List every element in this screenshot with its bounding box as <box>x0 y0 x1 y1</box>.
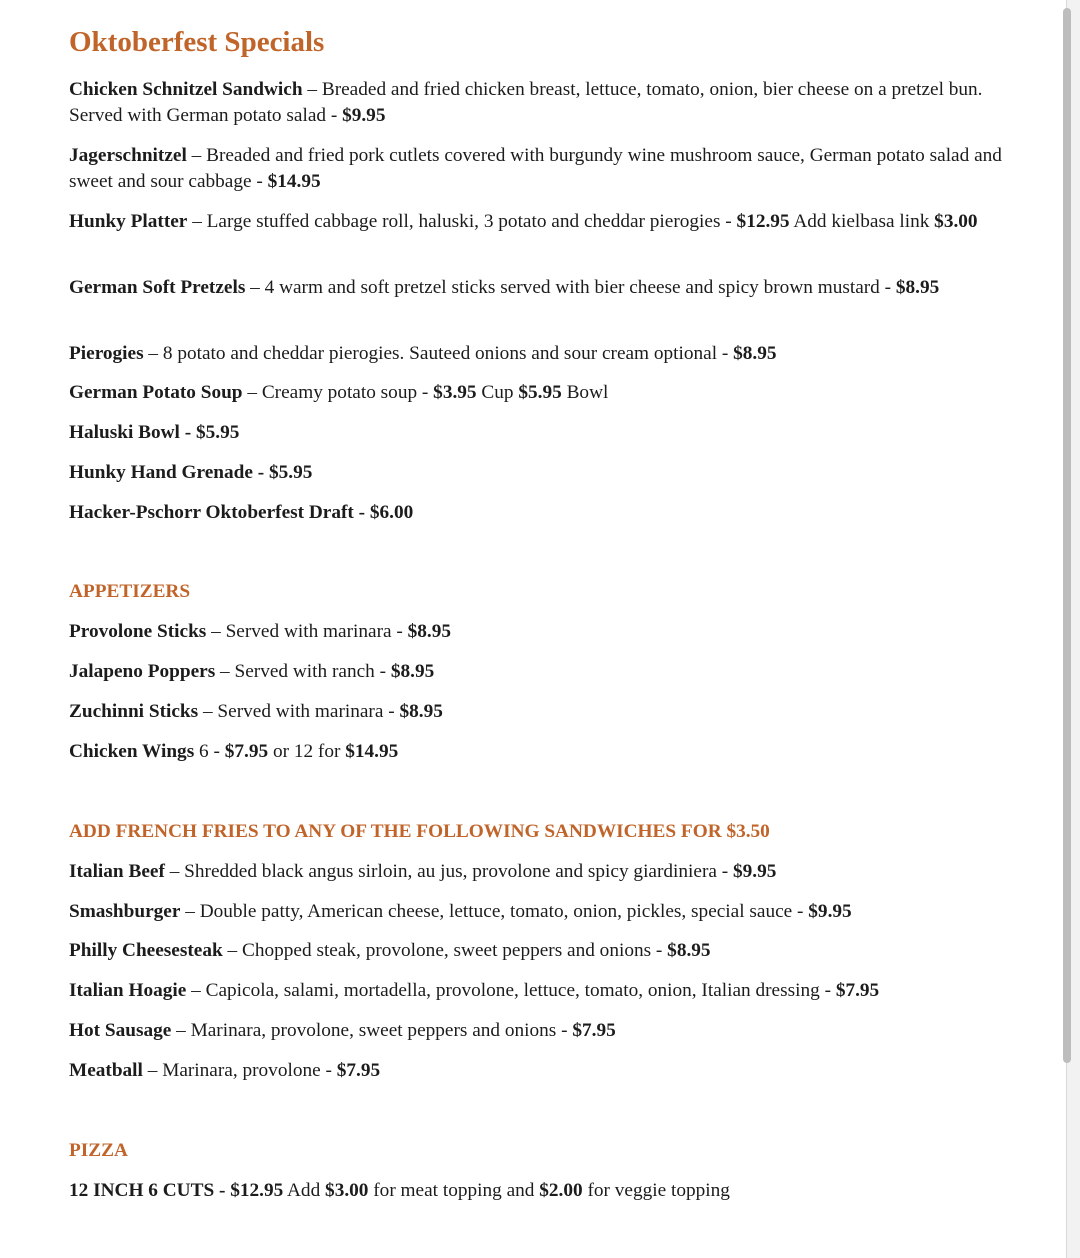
item-description: Breaded and fried pork cutlets covered with burgundy wine mushroom sauce, German potato salad and sweet and sour cabbage - <box>69 145 1002 192</box>
item-name: 12 INCH 6 CUTS - $12.95 <box>69 1180 284 1201</box>
item-description: Served with marinara - <box>225 621 408 642</box>
menu-item-meatball <box>69 1058 1014 1084</box>
item-name: Hot Sausage <box>69 1020 172 1041</box>
menu-item-jalapeno-poppers <box>69 659 1014 685</box>
item-price: $7.95 <box>224 741 269 762</box>
menu-item-zuchinni-sticks <box>69 699 1014 725</box>
item-separator: – <box>215 661 235 682</box>
item-description: Add <box>283 1180 326 1201</box>
item-name: Chicken Schnitzel Sandwich <box>69 79 303 100</box>
item-separator: – <box>180 901 200 922</box>
item-separator: – <box>186 980 206 1001</box>
item-price-bowl: $5.95 <box>518 382 562 403</box>
item-price: $3.95 <box>433 382 477 403</box>
menu-item-german-soft-pretzels <box>69 275 1014 301</box>
menu-item-hunky-platter <box>69 209 1014 235</box>
menu-item-pizza-12-inch <box>69 1178 1014 1204</box>
item-description: 8 potato and cheddar pierogies. Sauteed onions and sour cream optional - <box>162 343 734 364</box>
item-addon-price: $2.00 <box>539 1180 583 1201</box>
item-price: $8.95 <box>407 621 452 642</box>
item-description: Double patty, American cheese, lettuce, tomato, onion, pickles, special sauce - <box>199 901 809 922</box>
menu-item-hunky-hand-grenade <box>69 460 1014 486</box>
item-name: Haluski Bowl - $5.95 <box>69 422 240 443</box>
item-size-label: Bowl <box>561 382 609 403</box>
item-separator: – <box>142 1060 163 1081</box>
item-separator: – <box>245 277 265 298</box>
item-addon-text: or 12 for <box>268 741 346 762</box>
item-price: $3.00 <box>325 1180 369 1201</box>
item-separator: – <box>198 701 218 722</box>
menu-item-chicken-wings <box>69 739 1014 765</box>
item-name: Hunky Platter <box>69 211 188 232</box>
menu-item-hot-sausage <box>69 1018 1014 1044</box>
item-description: Breaded and fried chicken breast, lettuce, tomato, onion, bier cheese on a pretzel bun. Served with German potato salad - <box>69 79 983 126</box>
item-price: $8.95 <box>895 277 940 298</box>
item-description: Served with ranch - <box>234 661 391 682</box>
item-description: Shredded black angus sirloin, au jus, provolone and spicy giardiniera - <box>184 861 734 882</box>
item-addon-text: for meat topping and <box>368 1180 540 1201</box>
item-separator: – <box>186 145 207 166</box>
item-separator: – <box>143 343 163 364</box>
item-name: Meatball <box>69 1060 143 1081</box>
item-price: $8.95 <box>667 940 711 961</box>
item-separator: – <box>242 382 262 403</box>
item-name: German Potato Soup <box>69 382 243 403</box>
item-price: $9.95 <box>733 861 777 882</box>
item-name: German Soft Pretzels <box>69 277 246 298</box>
item-price: $7.95 <box>835 980 880 1001</box>
section-heading-sandwiches: ADD FRENCH FRIES TO ANY OF THE FOLLOWING SANDWICHES FOR $3.50 <box>69 821 770 842</box>
menu-item-italian-hoagie <box>69 978 1014 1004</box>
item-addon-price: $3.00 <box>934 211 978 232</box>
menu-item-chicken-schnitzel-sandwich <box>69 77 1014 129</box>
item-price: $8.95 <box>733 343 777 364</box>
menu-item-philly-cheesesteak <box>69 938 1014 964</box>
item-name: Provolone Sticks <box>69 621 207 642</box>
menu-item-smashburger <box>69 899 1014 925</box>
item-name: Italian Beef <box>69 861 165 882</box>
item-name: Chicken Wings <box>69 741 195 762</box>
item-separator: – <box>222 940 242 961</box>
item-name: Pierogies <box>69 343 144 364</box>
item-addon-text: Add kielbasa link <box>789 211 935 232</box>
item-price: $8.95 <box>399 701 443 722</box>
item-price: $9.95 <box>808 901 852 922</box>
item-price: $12.95 <box>736 211 790 232</box>
scrollbar-thumb[interactable] <box>1063 8 1071 1063</box>
item-description: Capicola, salami, mortadella, provolone, lettuce, tomato, onion, Italian dressing - <box>205 980 836 1001</box>
item-name: Hacker-Pschorr Oktoberfest Draft - $6.00 <box>69 502 414 523</box>
item-name: Zuchinni Sticks <box>69 701 199 722</box>
item-name: Jagerschnitzel <box>69 145 187 166</box>
section-heading-pizza: PIZZA <box>69 1140 128 1161</box>
item-price: $7.95 <box>572 1020 616 1041</box>
item-size-label: Cup <box>476 382 519 403</box>
menu-item-provolone-sticks <box>69 619 1014 645</box>
item-description: Marinara, provolone - <box>162 1060 337 1081</box>
item-description: Large stuffed cabbage roll, haluski, 3 potato and cheddar pierogies - <box>206 211 737 232</box>
section-heading-appetizers: APPETIZERS <box>69 581 191 602</box>
menu-item-italian-beef <box>69 859 1014 885</box>
menu-item-german-potato-soup <box>69 380 1014 406</box>
item-separator: – <box>187 211 207 232</box>
item-name: Philly Cheesesteak <box>69 940 223 961</box>
item-price: $8.95 <box>390 661 435 682</box>
item-description: Marinara, provolone, sweet peppers and onions - <box>190 1020 573 1041</box>
menu-item-pierogies <box>69 341 1014 367</box>
menu-item-oktoberfest-draft <box>69 500 1014 526</box>
menu-title: Oktoberfest Specials <box>69 26 325 58</box>
item-addon-price: $14.95 <box>345 741 399 762</box>
item-name: Hunky Hand Grenade - $5.95 <box>69 462 313 483</box>
item-addon-text: for veggie topping <box>582 1180 730 1201</box>
item-name: Jalapeno Poppers <box>69 661 216 682</box>
item-description: Creamy potato soup - <box>261 382 434 403</box>
item-separator: – <box>302 79 322 100</box>
item-description: 4 warm and soft pretzel sticks served with bier cheese and spicy brown mustard - <box>264 277 896 298</box>
menu-item-jagerschnitzel <box>69 143 1014 195</box>
menu-item-haluski-bowl <box>69 420 1014 446</box>
item-separator: – <box>171 1020 191 1041</box>
item-description: 6 - <box>194 741 225 762</box>
item-name: Smashburger <box>69 901 181 922</box>
item-description: Served with marinara - <box>217 701 400 722</box>
item-separator: – <box>164 861 185 882</box>
item-name: Italian Hoagie <box>69 980 187 1001</box>
item-price: $14.95 <box>267 171 321 192</box>
item-price: $9.95 <box>342 105 386 126</box>
item-separator: – <box>206 621 226 642</box>
item-description: Chopped steak, provolone, sweet peppers and onions - <box>242 940 668 961</box>
item-price: $7.95 <box>336 1060 381 1081</box>
